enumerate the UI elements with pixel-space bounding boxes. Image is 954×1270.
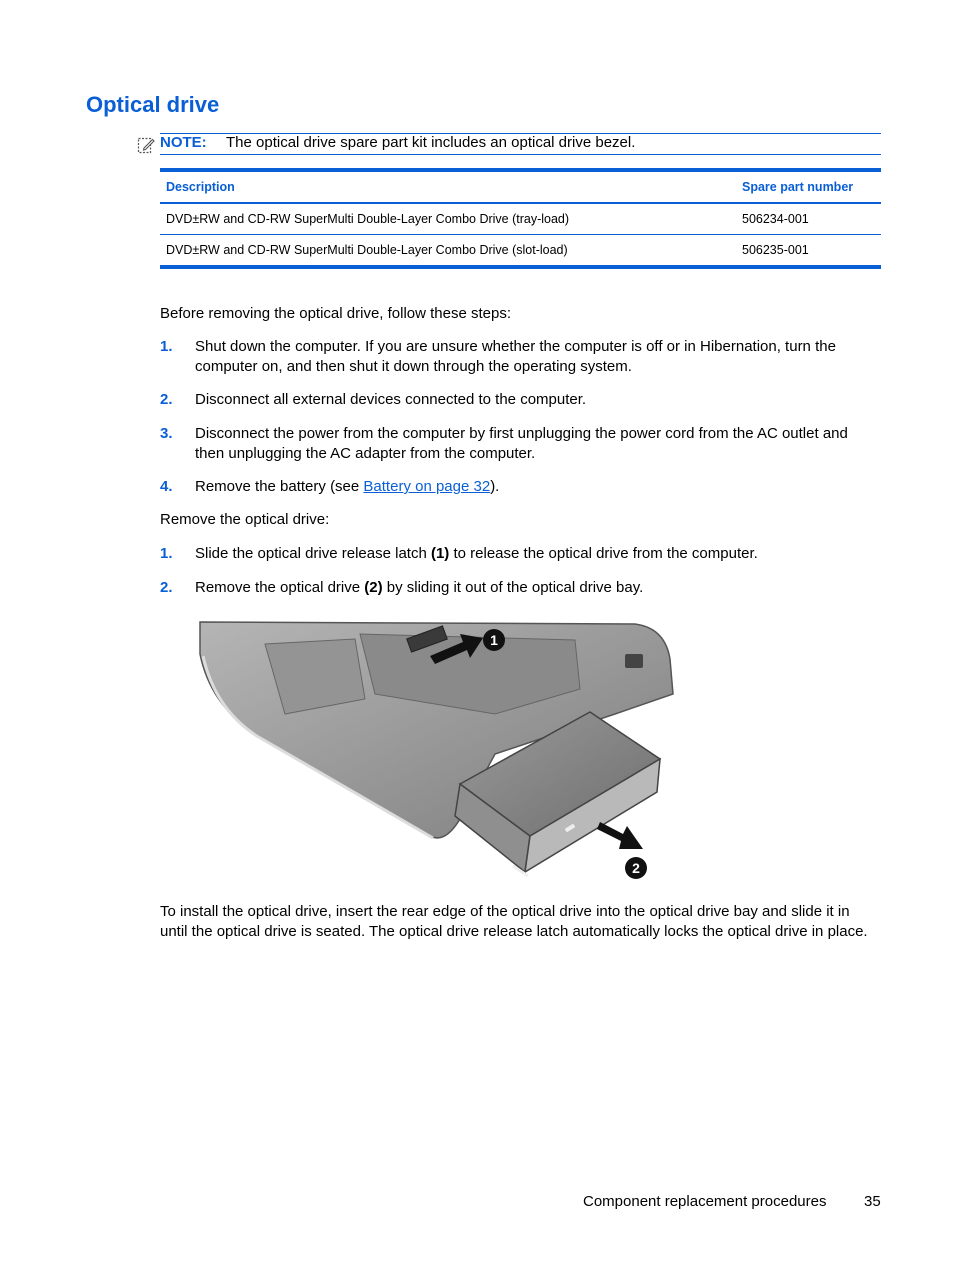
prep-step	[160, 337, 881, 377]
install-text: To install the optical drive, insert the rear edge of the optical drive into the optical drive bay and slide it in until the optical drive is seated. The optical drive release latch automatically locks the optical drive in place.	[160, 903, 868, 940]
header-description: Description	[166, 180, 235, 194]
row-part-number: 506235-001	[742, 243, 809, 257]
footer-page-number: 35	[864, 1193, 881, 1210]
step-text-after: by sliding it out of the optical drive bay.	[382, 579, 644, 596]
table-row	[160, 203, 881, 235]
remove-step	[160, 544, 881, 564]
step-text-before: Remove the battery (see	[195, 478, 364, 495]
step-number: 3.	[160, 425, 173, 442]
step-text: Disconnect all external devices connected to the computer.	[195, 391, 587, 408]
header-spare-part-number: Spare part number	[742, 180, 854, 194]
prep-step	[160, 477, 881, 497]
row-description: DVD±RW and CD-RW SuperMulti Double-Layer Combo Drive (slot-load)	[166, 243, 568, 257]
step-text: Disconnect the power from the computer by first unplugging the power cord from the AC outlet and then unplugging the AC adapter from the computer.	[195, 425, 848, 462]
prep-step	[160, 424, 881, 464]
row-description: DVD±RW and CD-RW SuperMulti Double-Layer Combo Drive (tray-load)	[166, 212, 570, 226]
step-text: Shut down the computer. If you are unsure whether the computer is off or in Hibernation, turn the computer on, and then shut it down through the operating system.	[195, 338, 836, 375]
footer-section-title: Component replacement procedures	[583, 1193, 827, 1210]
callout-1: 1	[490, 632, 498, 648]
table-header-row	[160, 170, 881, 203]
step-number: 2.	[160, 391, 173, 408]
table-row	[160, 235, 881, 268]
intro-text: Before removing the optical drive, follow these steps:	[160, 305, 512, 322]
optical-drive-removal-illustration	[195, 614, 675, 886]
step-text	[195, 578, 881, 598]
note-label: NOTE:	[160, 134, 207, 151]
step-number: 1.	[160, 338, 173, 355]
step-text-after: to release the optical drive from the computer.	[449, 545, 758, 562]
remove-step	[160, 578, 881, 598]
spare-parts-table	[160, 168, 881, 269]
callout-ref: (2)	[364, 579, 383, 596]
step-text	[195, 477, 881, 497]
step-text-before: Slide the optical drive release latch	[195, 545, 431, 562]
row-part-number: 506234-001	[742, 212, 809, 226]
note-rule-bottom	[160, 154, 881, 155]
note-text: The optical drive spare part kit includes an optical drive bezel.	[226, 134, 636, 151]
step-number: 4.	[160, 478, 173, 495]
step-text-before: Remove the optical drive	[195, 579, 365, 596]
battery-page-link[interactable]: Battery on page 32	[363, 478, 491, 495]
prep-step	[160, 390, 881, 410]
note-box	[137, 133, 881, 155]
step-text-after: ).	[490, 478, 500, 495]
step-text	[195, 544, 881, 564]
callout-ref: (1)	[430, 545, 450, 562]
step-number: 1.	[160, 545, 173, 562]
callout-2: 2	[632, 860, 640, 876]
note-pencil-icon	[137, 136, 155, 154]
remove-intro-text: Remove the optical drive:	[160, 511, 330, 528]
page-title: Optical drive	[86, 92, 220, 117]
step-number: 2.	[160, 579, 173, 596]
